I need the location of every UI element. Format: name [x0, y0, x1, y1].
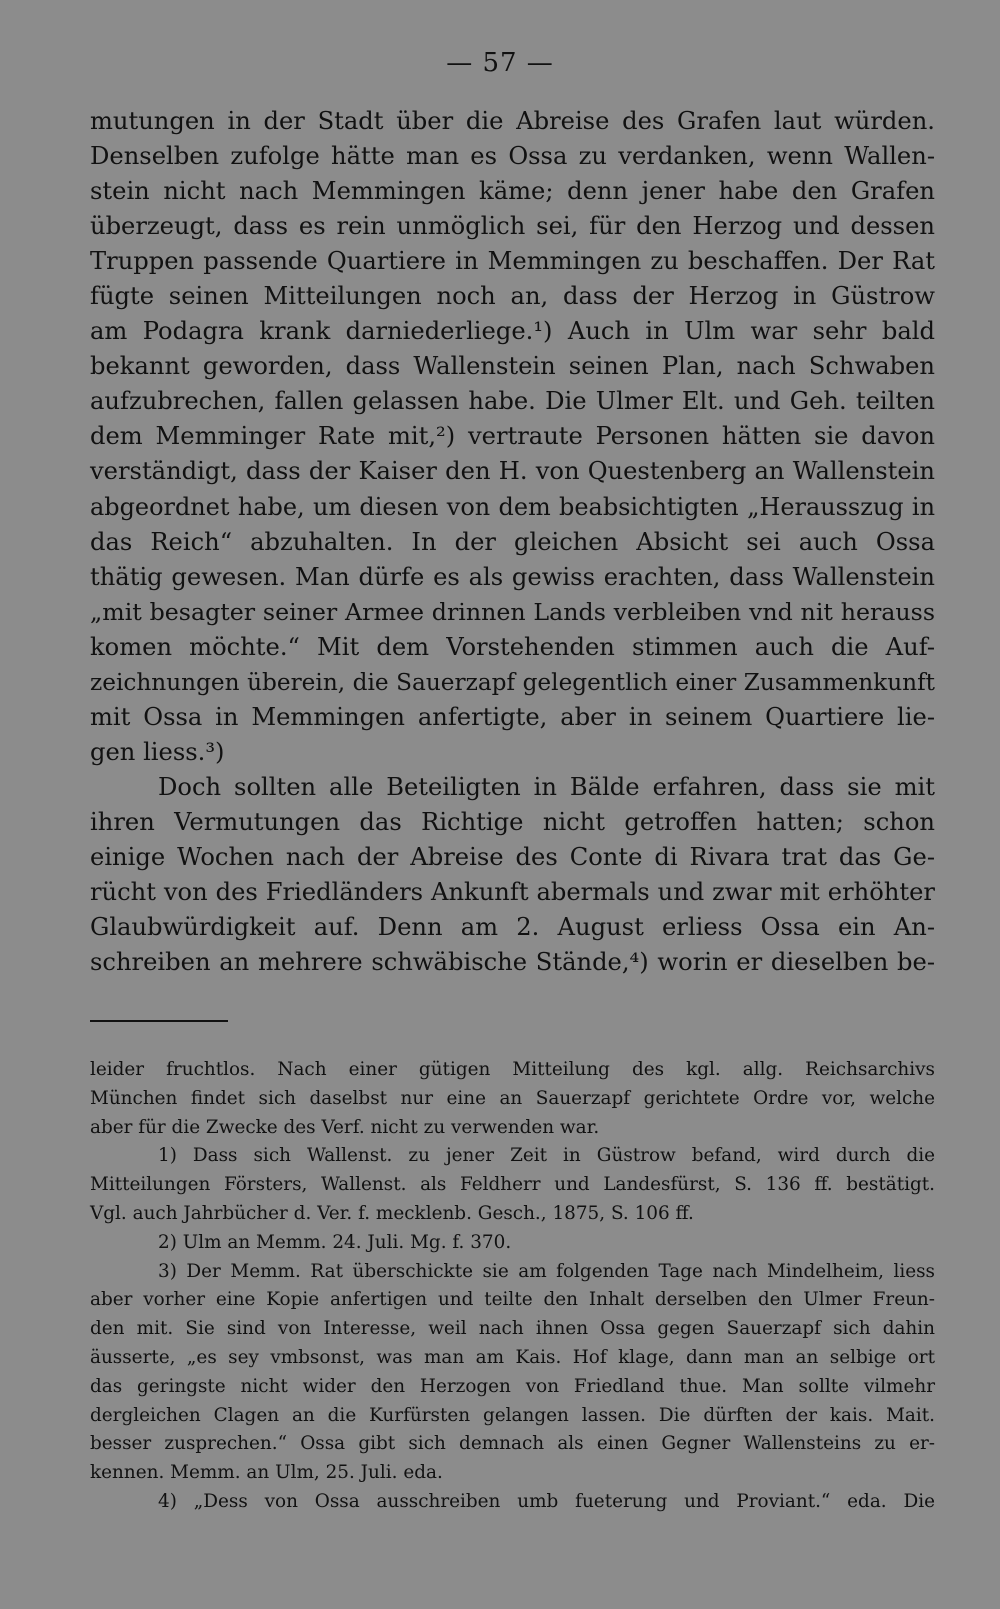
footnote-line: aber vorher eine Kopie anfertigen und teilte den Inhalt derselben den Ulmer Freun- [90, 1289, 935, 1311]
footnote-line: den mit. Sie sind von Interesse, weil nach ihnen Ossa gegen Sauerzapf sich dahin [90, 1318, 935, 1340]
body-line: stein nicht nach Memmingen käme; denn jener habe den Grafen [90, 177, 935, 206]
footnote-line: München findet sich daselbst nur eine an Sauerzapf gerichtete Ordre vor, welche [90, 1087, 935, 1109]
body-line: Doch sollten alle Beteiligten in Bälde erfahren, dass sie mit [158, 772, 935, 801]
body-line: am Podagra krank darniederliege.¹) Auch in Ulm war sehr bald [90, 317, 935, 346]
footnote-line: kennen. Memm. an Ulm, 25. Juli. eda. [90, 1462, 443, 1484]
footnote-line: leider fruchtlos. Nach einer gütigen Mitteilung des kgl. allg. Reichsarchivs [90, 1059, 935, 1080]
footnotes [90, 1056, 935, 1517]
body-line: fügte seinen Mitteilungen noch an, dass der Herzog in Güstrow [90, 282, 935, 311]
body-line: Glaubwürdigkeit auf. Denn am 2. August erliess Ossa ein An- [90, 913, 935, 942]
body-line: komen möchte.“ Mit dem Vorstehenden stimmen auch die Auf- [90, 632, 935, 661]
footnote-line: äusserte, „es sey vmbsonst, was man am Kais. Hof klage, dann man an selbige ort [90, 1346, 935, 1368]
body-line: Denselben zufolge hätte man es Ossa zu verdanken, wenn Wallen- [90, 142, 935, 171]
footnote-line: Vgl. auch Jahrbücher d. Ver. f. mecklenb. Gesch., 1875, S. 106 ff. [90, 1202, 694, 1224]
body-line: zeichnungen überein, die Sauerzapf gelegentlich einer Zusammenkunft [90, 668, 935, 696]
footnote-line: das geringste nicht wider den Herzogen von Friedland thue. Man sollte vilmehr [90, 1375, 935, 1397]
body-line: ihren Vermutungen das Richtige nicht getroffen hatten; schon [90, 807, 935, 836]
body-line: das Reich“ abzuhalten. In der gleichen Absicht sei auch Ossa [90, 527, 935, 556]
body-line: einige Wochen nach der Abreise des Conte di Rivara trat das Ge- [90, 842, 935, 871]
body-line: schreiben an mehrere schwäbische Stände,⁴) worin er dieselben be- [90, 948, 935, 977]
footnote-line: 4) „Dess von Ossa ausschreiben umb fueterung und Proviant.“ eda. Die [158, 1490, 935, 1512]
body-text [90, 104, 935, 980]
footnote-line: 3) Der Memm. Rat überschickte sie am folgenden Tage nach Mindelheim, liess [158, 1260, 935, 1282]
page-number: — 57 — [446, 48, 554, 78]
footnote-line: aber für die Zwecke des Verf. nicht zu verwenden war. [90, 1116, 600, 1138]
body-line: thätig gewesen. Man dürfe es als gewiss erachten, dass Wallenstein [90, 562, 935, 591]
footnote-line: besser zusprechen.“ Ossa gibt sich demnach als einen Gegner Wallensteins zu er- [90, 1433, 935, 1455]
body-line: aufzubrechen, fallen gelassen habe. Die Ulmer Elt. und Geh. teilten [90, 387, 935, 416]
footnote-divider [90, 1020, 228, 1022]
footnote-line: 1) Dass sich Wallenst. zu jener Zeit in Güstrow befand, wird durch die [158, 1145, 935, 1167]
body-line: gen liess.³) [90, 737, 225, 766]
body-line: mit Ossa in Memmingen anfertigte, aber in seinem Quartiere lie- [90, 702, 935, 731]
footnote-line: dergleichen Clagen an die Kurfürsten gelangen lassen. Die dürften der kais. Mait. [90, 1404, 935, 1426]
body-line: bekannt geworden, dass Wallenstein seinen Plan, nach Schwaben [90, 352, 935, 381]
body-line: dem Memminger Rate mit,²) vertraute Personen hätten sie davon [90, 422, 935, 451]
body-line: verständigt, dass der Kaiser den H. von Questenberg an Wallenstein [90, 457, 935, 486]
body-line: überzeugt, dass es rein unmöglich sei, für den Herzog und dessen [90, 212, 935, 241]
body-line: abgeordnet habe, um diesen von dem beabsichtigten „Herausszug in [90, 492, 935, 521]
footnote-line: 2) Ulm an Memm. 24. Juli. Mg. f. 370. [158, 1231, 512, 1253]
body-line: mutungen in der Stadt über die Abreise des Grafen laut würden. [90, 107, 935, 135]
body-line: rücht von des Friedländers Ankunft abermals und zwar mit erhöhter [90, 878, 935, 907]
footnote-line: Mitteilungen Försters, Wallenst. als Feldherr und Landesfürst, S. 136 ff. bestätigt. [90, 1174, 935, 1196]
body-line: Truppen passende Quartiere in Memmingen zu beschaffen. Der Rat [90, 247, 935, 276]
body-line: „mit besagter seiner Armee drinnen Lands verbleiben vnd nit herauss [90, 597, 935, 626]
